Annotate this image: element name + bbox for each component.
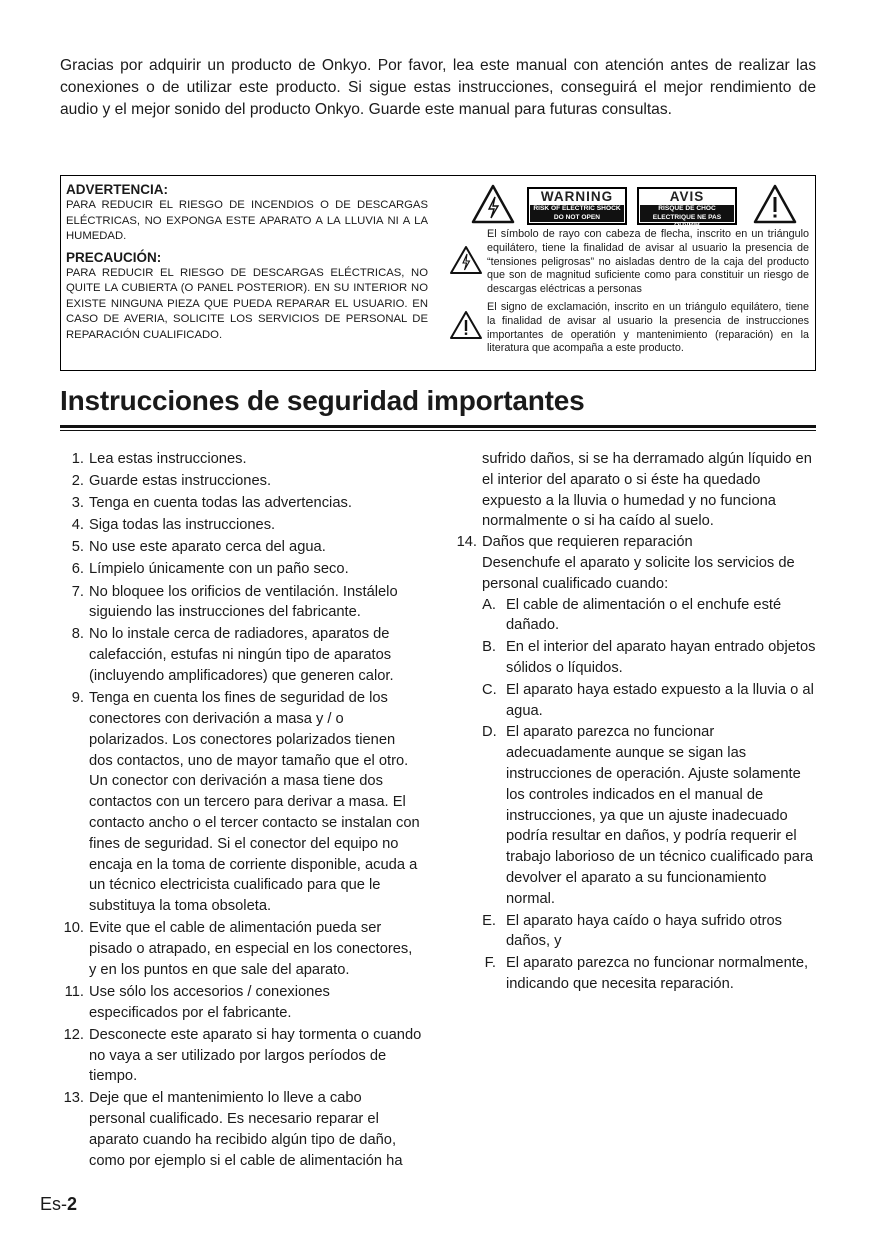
item-number: 1. bbox=[71, 451, 84, 467]
advertencia-text: PARA REDUCIR EL RIESGO DE INCENDIOS O DE DESCARGAS ELÉCTRICAS, NO EXPONGA ESTE APARATO A LA LLUVIA NI A LA HUMEDAD. bbox=[66, 199, 428, 242]
sub-list-item bbox=[482, 911, 816, 953]
list-item bbox=[60, 582, 422, 624]
item-letter: B. bbox=[482, 639, 496, 656]
list-item bbox=[60, 918, 422, 980]
item-text: No use este aparato cerca del agua. bbox=[89, 539, 326, 556]
safety-list-left bbox=[60, 449, 422, 1172]
item-text: Tenga en cuenta los fines de seguridad de los conectores con derivación a masa y / o polarizados. Los conectores polarizados tienen dos contactos, uno de mayor tamaño que el otro. Un conector con derivación a masa tiene dos contactos con un tercero para derivar a masa. El contacto ancho o el tercer contacto se instalan con fines de seguridad. Si el conector del equipo no encaja en la toma de corriente disponible, acuda a un técnico electricista cualificado para que le substituya la toma obsoleta. bbox=[89, 690, 420, 915]
list-item bbox=[60, 1025, 422, 1087]
advertencia-heading: ADVERTENCIA: bbox=[66, 182, 169, 197]
lightning-small-icon bbox=[449, 245, 483, 275]
list-item bbox=[60, 559, 422, 580]
list-item-14 bbox=[453, 532, 816, 995]
list-item bbox=[60, 449, 422, 470]
sub-list-item bbox=[482, 953, 816, 995]
warning-label bbox=[527, 187, 627, 225]
safety-list-right bbox=[453, 532, 816, 995]
item-text: Siga todas las instrucciones. bbox=[89, 517, 276, 534]
item-number: 6. bbox=[71, 561, 84, 578]
item-number: 8. bbox=[71, 626, 84, 643]
item-text: En el interior del aparato hayan entrado objetos sólidos o líquidos. bbox=[506, 639, 816, 676]
item-number: 13. bbox=[63, 1090, 84, 1107]
item-14-title: Daños que requieren reparación bbox=[482, 534, 693, 551]
sub-list bbox=[482, 595, 816, 995]
intro-paragraph: Gracias por adquirir un producto de Onkyo. Por favor, lea este manual con atención antes de realizar las conexiones o de utilizar este producto. Si sigue estas instrucciones, conseguirá el mejor rendimiento de audio y el mejor sonido del producto Onkyo. Guarde este manual para futuras consultas. bbox=[60, 57, 816, 118]
warning-box bbox=[60, 175, 816, 371]
item-text: El aparato haya caído o haya sufrido otros daños, y bbox=[506, 912, 782, 950]
sub-list-item bbox=[482, 722, 816, 909]
item-number: 7. bbox=[71, 583, 84, 600]
sub-list-item bbox=[482, 637, 816, 679]
item-number: 5. bbox=[71, 539, 84, 556]
avis-label-title: AVIS bbox=[669, 189, 705, 204]
lightning-triangle-icon bbox=[471, 184, 515, 224]
list-item bbox=[60, 493, 422, 514]
exclamation-description: El signo de exclamación, inscrito en un triángulo equilátero, tiene la finalidad de avisar al usuario la presencia de instrucciones importantes de operatión y mantenimiento (reparación) en la literatura que acompaña a este producto. bbox=[487, 301, 809, 355]
exclamation-triangle-icon bbox=[753, 184, 797, 224]
item-text: El aparato parezca no funcionar normalmente, indicando que necesita reparación. bbox=[506, 955, 809, 992]
title-rule-thin bbox=[60, 430, 816, 431]
precaucion-heading: PRECAUCIÓN: bbox=[66, 249, 162, 265]
list-item bbox=[60, 688, 422, 917]
list-item bbox=[60, 471, 422, 492]
item-text: Lea estas instrucciones. bbox=[89, 451, 247, 467]
item-letter: D. bbox=[482, 724, 497, 741]
item-letter: A. bbox=[482, 596, 496, 613]
list-item bbox=[60, 982, 422, 1024]
item-number: 4. bbox=[71, 517, 84, 534]
item-letter: F. bbox=[484, 955, 496, 972]
item-number: 9. bbox=[71, 690, 84, 707]
sub-list-item bbox=[482, 595, 816, 637]
item-text: No lo instale cerca de radiadores, aparatos de calefacción, estufas ni ningún tipo de aparatos (incluyendo amplificadores) que generen calor. bbox=[89, 626, 394, 685]
title-rule-thick bbox=[60, 425, 816, 428]
item-13-continuation: sufrido daños, si se ha derramado algún líquido en el interior del aparato o si éste ha quedado expuesto a la lluvia o humedad y no funciona normalmente o si ha caído al suelo. bbox=[482, 451, 812, 530]
page-number bbox=[40, 1194, 77, 1215]
page-prefix: Es- bbox=[40, 1194, 67, 1214]
list-item bbox=[60, 624, 422, 686]
warning-text-block bbox=[66, 181, 428, 343]
item-number: 2. bbox=[71, 473, 84, 490]
item-text: Tenga en cuenta todas las advertencias. bbox=[89, 495, 352, 512]
avis-label bbox=[637, 187, 737, 229]
page-digit: 2 bbox=[67, 1194, 78, 1214]
item-number: 3. bbox=[71, 495, 84, 512]
item-text: El aparato parezca no funcionar adecuadamente aunque se sigan las instrucciones de operación. Ajuste solamente los controles indicados en el manual de instrucciones, ya que un ajuste inadecuado podría resultar en daños, y podría requerir el trabajo laborioso de un técnico cualificado para devolver el aparato a su funcionamiento normal. bbox=[506, 724, 814, 907]
item-letter: C. bbox=[482, 681, 497, 698]
item-text: No bloquee los orificios de ventilación. Instálelo siguiendo las instrucciones del fabricante. bbox=[89, 583, 398, 621]
exclamation-small-icon bbox=[449, 310, 483, 340]
item-number: 14. bbox=[456, 534, 477, 551]
left-column bbox=[60, 449, 422, 1173]
item-text: Evite que el cable de alimentación pueda ser pisado o atrapado, en especial en los conectores, y en los puntos en que sale del aparato. bbox=[89, 920, 413, 978]
item-text: Desconecte este aparato si hay tormenta o cuando no vaya a ser utilizado por largos períodos de tiempo. bbox=[89, 1026, 422, 1085]
item-letter: E. bbox=[482, 912, 496, 929]
warning-label-title: WARNING bbox=[540, 189, 614, 204]
list-item bbox=[60, 1088, 422, 1171]
section-title: Instrucciones de seguridad importantes bbox=[60, 385, 585, 416]
warning-label-sub: RISK OF ELECTRIC SHOCK DO NOT OPEN bbox=[530, 205, 624, 222]
item-text: Límpielo únicamente con un paño seco. bbox=[89, 561, 349, 578]
right-column bbox=[453, 449, 816, 996]
item-number: 10. bbox=[63, 920, 84, 937]
sub-list-item bbox=[482, 680, 816, 722]
item-text: Guarde estas instrucciones. bbox=[89, 473, 272, 490]
item-text: El cable de alimentación o el enchufe esté dañado. bbox=[506, 596, 782, 634]
item-text: El aparato haya estado expuesto a la lluvia o al agua. bbox=[506, 681, 814, 719]
lightning-description: El símbolo de rayo con cabeza de flecha, inscrito en un triángulo equilátero, tiene la finalidad de avisar al usuario la presencia de “tensiones peligrosas” no aisladas dentro de la caja del producto que son de magnitud suficiente como para constituir un riesgo de descargas eléctricas a personas bbox=[487, 228, 809, 296]
item-text: Deje que el mantenimiento lo lleve a cabo personal cualificado. Es necesario reparar el aparato cuando ha recibido algún tipo de daño, como por ejemplo si el cable de alimentación ha bbox=[89, 1090, 403, 1169]
item-number: 11. bbox=[64, 983, 84, 1000]
item-14-text: Desenchufe el aparato y solicite los servicios de personal cualificado cuando: bbox=[482, 554, 795, 592]
item-number: 12. bbox=[63, 1026, 84, 1043]
list-item bbox=[60, 515, 422, 536]
avis-label-sub: RISQUE DE CHOC ELECTRIQUE NE PAS OUVRIR bbox=[640, 205, 734, 222]
list-item bbox=[60, 537, 422, 558]
item-text: Use sólo los accesorios / conexiones especificados por el fabricante. bbox=[89, 983, 330, 1021]
precaucion-text: PARA REDUCIR EL RIESGO DE DESCARGAS ELÉCTRICAS, NO QUITE LA CUBIERTA (O PANEL POSTERIOR). EN SU INTERIOR NO EXISTE NINGUNA PIEZA QUE PUEDA REPARAR EL USUARIO. EN CASO DE AVERIA, SOLICITE LOS SERVICIOS DE PERSONAL DE REPARACIÓN CUALIFICADO. bbox=[66, 266, 428, 341]
